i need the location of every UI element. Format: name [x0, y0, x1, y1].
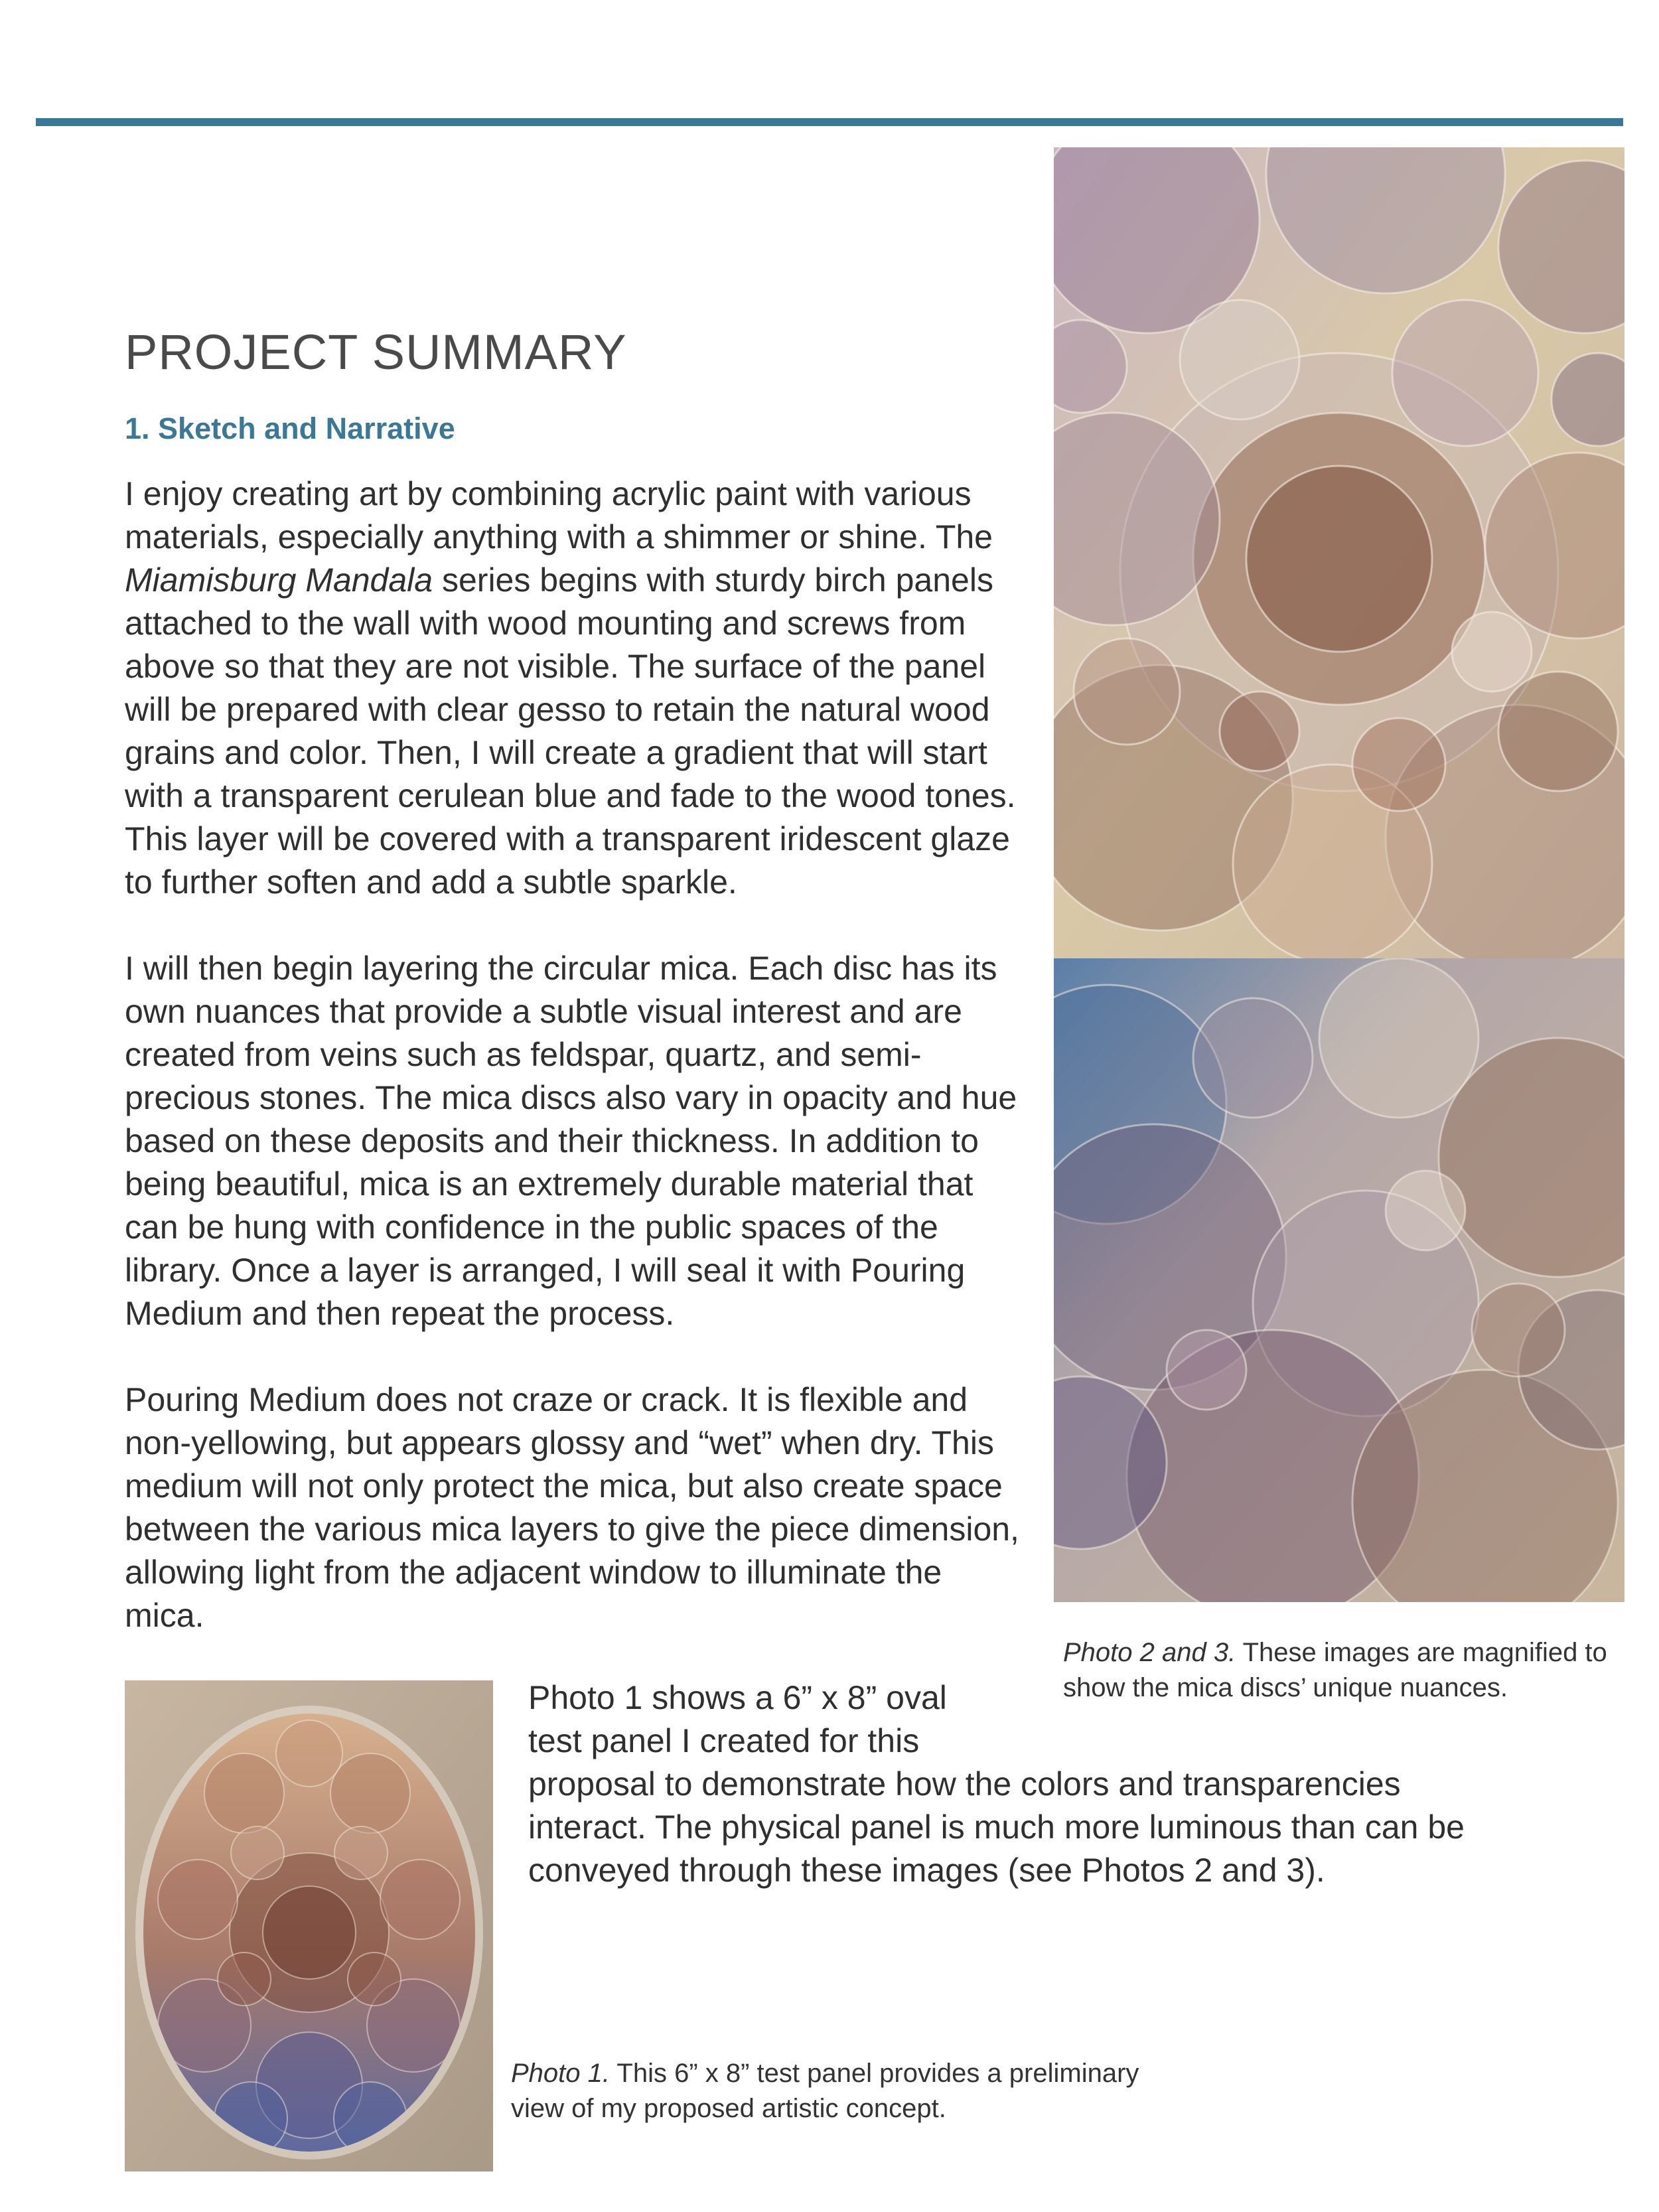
- photo-3-mica-closeup: [1054, 958, 1624, 1602]
- paragraph-1: [125, 473, 1027, 904]
- photo-1-caption-label: Photo 1.: [511, 2059, 611, 2088]
- section-heading: 1. Sketch and Narrative: [125, 411, 455, 445]
- photo-2-3-caption: [1063, 1635, 1647, 1706]
- paragraph-1-end: series begins with sturdy birch panels attached to the wall with wood mounting and screws from above so that they are not visible. The surface of the panel will be prepared with clear gesso to retain the natural wood grains and color. Then, I will create a gradient that will start with a transparent cerulean blue and fade to the wood tones. This layer will be covered with a transparent iridescent glaze to further soften and add a subtle sparkle.: [125, 561, 1016, 901]
- header-rule: [36, 118, 1623, 126]
- paragraph-3: Pouring Medium does not craze or crack. It is flexible and non-yellowing, but appears glossy and “wet” when dry. This medium will not only protect the mica, but also create space between the various mica layers to give the piece dimension, allowing light from the adjacent window to illuminate the mica.: [125, 1381, 1019, 1634]
- photo-1-description-start: Photo 1 shows a 6” x 8” oval test panel I created for this: [528, 1679, 947, 1759]
- photo-1-caption-text: This 6” x 8” test panel provides a preliminary view of my proposed artistic concept.: [511, 2059, 1139, 2123]
- photo-1-test-panel: [125, 1680, 493, 2172]
- photo-2-3-caption-label: Photo 2 and 3.: [1063, 1638, 1236, 1667]
- photo-2-mica-closeup: [1054, 147, 1624, 958]
- photo-1-description-end: proposal to demonstrate how the colors and transparencies interact. The physical panel is much more luminous than can be conveyed through these images (see Photos 2 and 3).: [528, 1765, 1465, 1889]
- paragraph-1-start: I enjoy creating art by combining acrylic paint with various materials, especially anything with a shimmer or shine. The: [125, 475, 993, 555]
- series-title: Miamisburg Mandala: [125, 561, 433, 599]
- photo-2-3-caption-text: These images are magnified to show the mica discs’ unique nuances.: [1063, 1638, 1607, 1702]
- photo-1-caption: [511, 2056, 1188, 2126]
- paragraph-2: I will then begin layering the circular mica. Each disc has its own nuances that provide a subtle visual interest and are created from veins such as feldspar, quartz, and semi-precious stones. The mica discs also vary in opacity and hue based on these deposits and their thickness. In addition to being beautiful, mica is an extremely durable material that can be hung with confidence in the public spaces of the library. Once a layer is arranged, I will seal it with Pouring Medium and then repeat the process.: [125, 950, 1017, 1332]
- page-title: PROJECT SUMMARY: [125, 325, 627, 380]
- narrative-column: [125, 473, 1027, 1637]
